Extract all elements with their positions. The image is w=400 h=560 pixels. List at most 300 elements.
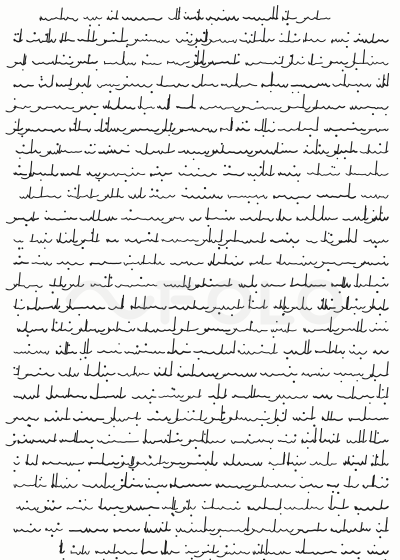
ink-stroke: [88, 76, 89, 86]
ink-stroke: [248, 518, 249, 531]
diacritic-dot: [168, 99, 170, 101]
diacritic-dot: [386, 478, 388, 480]
ink-stroke: [206, 17, 238, 20]
ink-stroke: [261, 373, 297, 376]
diacritic-dot: [45, 34, 47, 36]
diacritic-dot: [341, 544, 343, 546]
ink-stroke: [363, 50, 364, 64]
ink-stroke: [184, 275, 185, 286]
ink-stroke: [129, 195, 146, 198]
ink-stroke: [265, 119, 266, 131]
ink-stroke: [260, 211, 261, 220]
diacritic-dot: [56, 143, 58, 145]
diacritic-dot: [283, 402, 285, 404]
diacritic-dot: [372, 113, 374, 115]
ink-stroke: [142, 62, 161, 65]
diacritic-dot: [207, 225, 209, 227]
ink-stroke: [116, 11, 117, 19]
diacritic-dot: [308, 492, 309, 493]
diacritic-dot: [355, 68, 357, 70]
ink-stroke: [14, 284, 42, 288]
diacritic-dot: [94, 144, 96, 146]
manuscript-line: [6, 428, 388, 449]
diacritic-dot: [46, 211, 48, 213]
ink-stroke: [342, 551, 360, 554]
diacritic-dot: [59, 545, 61, 547]
diacritic-dot: [52, 291, 54, 293]
ink-stroke: [337, 434, 338, 442]
ink-stroke: [383, 300, 384, 309]
ink-stroke: [140, 188, 141, 197]
ink-stroke: [288, 31, 289, 41]
ink-stroke: [238, 351, 277, 354]
ink-stroke: [38, 385, 39, 397]
ink-stroke: [279, 173, 301, 176]
ink-stroke: [74, 433, 75, 442]
ink-stroke: [316, 100, 317, 108]
ink-stroke: [307, 173, 339, 176]
ink-stroke: [173, 497, 174, 508]
diacritic-dot: [254, 179, 256, 181]
ink-stroke: [313, 106, 345, 109]
diacritic-dot: [171, 388, 173, 390]
diacritic-dot: [211, 23, 212, 24]
diacritic-dot: [256, 101, 258, 103]
diacritic-dot: [131, 268, 133, 270]
diacritic-dot: [352, 122, 354, 124]
diacritic-dot: [261, 424, 263, 426]
ink-stroke: [101, 119, 102, 130]
ink-stroke: [235, 230, 236, 241]
ink-stroke: [331, 496, 332, 509]
ink-stroke: [146, 144, 147, 153]
ink-stroke: [131, 306, 166, 309]
ink-stroke: [184, 17, 203, 20]
manuscript-line: [6, 273, 388, 294]
diacritic-dot: [79, 500, 81, 502]
ink-stroke: [90, 262, 121, 265]
diacritic-dot: [78, 314, 80, 316]
ink-stroke: [159, 395, 183, 397]
diacritic-dot: [110, 277, 112, 279]
manuscript-line: [14, 161, 388, 182]
ink-stroke: [284, 297, 285, 308]
diacritic-dot: [81, 411, 83, 413]
ink-stroke: [168, 62, 190, 65]
ink-stroke: [300, 484, 323, 487]
ink-stroke: [328, 484, 339, 487]
ink-stroke: [45, 218, 77, 220]
ink-stroke: [274, 519, 275, 530]
ink-stroke: [14, 262, 28, 264]
diacritic-dot: [156, 166, 158, 168]
ink-stroke: [76, 431, 77, 442]
diacritic-dot: [44, 247, 45, 248]
diacritic-dot: [331, 299, 333, 301]
diacritic-dot: [313, 424, 315, 426]
ink-stroke: [297, 217, 337, 220]
ink-stroke: [17, 507, 38, 510]
ink-stroke: [282, 56, 283, 63]
ink-stroke: [92, 229, 93, 242]
ink-stroke: [30, 240, 52, 243]
ink-stroke: [26, 322, 27, 331]
diacritic-dot: [17, 456, 19, 458]
diacritic-dot: [96, 69, 98, 71]
ink-stroke: [66, 408, 67, 420]
diacritic-dot: [175, 535, 177, 537]
ink-stroke: [135, 297, 136, 308]
ink-stroke: [14, 173, 26, 175]
diacritic-dot: [385, 321, 386, 322]
diacritic-dot: [140, 277, 142, 279]
ink-stroke: [316, 140, 317, 153]
ink-stroke: [148, 418, 171, 421]
ink-stroke: [123, 17, 162, 20]
diacritic-dot: [82, 247, 84, 249]
diacritic-dot: [303, 256, 305, 258]
diacritic-dot: [263, 135, 265, 137]
ink-stroke: [104, 173, 145, 176]
ink-stroke: [135, 39, 169, 42]
diacritic-dot: [293, 381, 295, 383]
diacritic-dot: [384, 79, 386, 81]
ink-stroke: [284, 507, 323, 509]
ink-stroke: [339, 240, 356, 242]
ink-stroke: [118, 98, 119, 108]
diacritic-dot: [381, 212, 383, 214]
ink-stroke: [214, 306, 244, 309]
ink-stroke: [36, 475, 37, 486]
diacritic-dot: [40, 179, 41, 180]
diacritic-dot: [178, 11, 180, 13]
ink-stroke: [370, 329, 388, 331]
ink-stroke: [317, 117, 318, 130]
diacritic-dot: [104, 365, 106, 367]
ink-stroke: [19, 273, 20, 286]
ink-stroke: [43, 462, 84, 465]
ink-stroke: [80, 351, 91, 354]
ink-stroke: [125, 240, 158, 243]
diacritic-dot: [68, 344, 70, 346]
ink-stroke: [186, 551, 199, 553]
diacritic-dot: [132, 469, 134, 471]
ink-stroke: [302, 440, 316, 443]
diacritic-dot: [379, 536, 381, 538]
ink-stroke: [291, 84, 329, 87]
ink-stroke: [218, 384, 219, 397]
diacritic-dot: [333, 434, 335, 436]
ink-stroke: [14, 240, 23, 242]
manuscript-line: [13, 361, 388, 383]
diacritic-dot: [289, 366, 291, 368]
diacritic-dot: [98, 24, 100, 26]
ink-stroke: [67, 507, 92, 510]
ink-stroke: [353, 387, 354, 398]
diacritic-dot: [172, 514, 174, 516]
ink-stroke: [344, 462, 366, 465]
ink-stroke: [15, 299, 16, 308]
ink-stroke: [387, 388, 388, 398]
diacritic-dot: [185, 12, 186, 13]
ink-stroke: [181, 329, 198, 331]
ink-stroke: [87, 339, 88, 353]
ink-stroke: [374, 351, 389, 354]
diacritic-dot: [149, 514, 151, 516]
ink-stroke: [179, 151, 209, 154]
diacritic-dot: [176, 433, 178, 435]
ink-stroke: [331, 529, 370, 533]
diacritic-dot: [377, 432, 379, 434]
ink-stroke: [194, 351, 234, 354]
ink-stroke: [67, 306, 105, 309]
diacritic-dot: [47, 500, 49, 502]
diacritic-dot: [252, 300, 254, 302]
ink-stroke: [357, 322, 358, 331]
diacritic-dot: [82, 92, 83, 93]
manuscript-line: [14, 384, 388, 405]
diacritic-dot: [173, 388, 175, 390]
diacritic-dot: [191, 558, 193, 560]
diacritic-dot: [282, 143, 284, 145]
diacritic-dot: [121, 479, 123, 481]
manuscript-line: [13, 450, 388, 472]
diacritic-dot: [297, 202, 299, 204]
ink-stroke: [387, 74, 388, 86]
diacritic-dot: [357, 513, 359, 515]
ink-stroke: [342, 306, 365, 309]
diacritic-dot: [126, 45, 128, 47]
ink-stroke: [25, 56, 26, 64]
manuscript-line: [14, 72, 389, 93]
ink-stroke: [170, 430, 171, 442]
ink-stroke: [160, 456, 161, 464]
ink-stroke: [57, 299, 58, 309]
diacritic-dot: [223, 10, 225, 12]
diacritic-dot: [74, 123, 76, 125]
diacritic-dot: [132, 168, 134, 170]
ink-stroke: [120, 388, 121, 398]
ink-stroke: [343, 499, 344, 508]
ink-stroke: [350, 107, 388, 110]
ink-stroke: [284, 351, 311, 355]
diacritic-dot: [136, 424, 138, 426]
diacritic-dot: [14, 98, 16, 100]
diacritic-dot: [286, 23, 288, 25]
ink-stroke: [309, 62, 323, 65]
diacritic-dot: [193, 410, 195, 412]
diacritic-dot: [352, 455, 354, 457]
diacritic-dot: [22, 247, 24, 249]
ink-stroke: [61, 8, 62, 19]
ink-stroke: [354, 53, 355, 63]
ink-stroke: [330, 317, 331, 330]
ink-stroke: [190, 218, 201, 221]
diacritic-dot: [233, 543, 235, 545]
diacritic-dot: [180, 366, 182, 368]
ink-stroke: [280, 255, 281, 264]
ink-stroke: [312, 407, 313, 420]
ink-stroke: [91, 189, 92, 197]
ink-stroke: [38, 106, 73, 109]
ink-stroke: [305, 341, 306, 353]
ink-stroke: [57, 262, 83, 265]
manuscript-line: [16, 140, 388, 161]
ink-stroke: [188, 500, 189, 509]
ink-stroke: [26, 129, 65, 132]
diacritic-dot: [144, 113, 146, 115]
ink-stroke: [329, 507, 349, 510]
diacritic-dot: [249, 299, 251, 301]
ink-stroke: [304, 329, 339, 333]
diacritic-dot: [286, 232, 288, 234]
diacritic-dot: [273, 336, 275, 338]
ink-stroke: [362, 195, 389, 198]
ink-stroke: [322, 206, 323, 219]
ink-stroke: [49, 29, 50, 42]
ink-stroke: [205, 517, 206, 531]
ink-stroke: [143, 440, 182, 444]
manuscript-line: [14, 339, 388, 360]
ink-stroke: [348, 228, 349, 241]
diacritic-dot: [303, 412, 305, 414]
diacritic-dot: [344, 157, 346, 159]
diacritic-dot: [331, 166, 333, 168]
ink-stroke: [263, 161, 264, 175]
ink-stroke: [28, 306, 60, 310]
ink-stroke: [346, 173, 388, 176]
ink-stroke: [279, 40, 300, 43]
diacritic-dot: [118, 343, 119, 344]
ink-stroke: [262, 284, 285, 287]
ink-stroke: [161, 76, 162, 86]
ink-stroke: [145, 522, 146, 531]
ink-stroke: [30, 173, 58, 176]
diacritic-dot: [27, 334, 29, 336]
diacritic-dot: [285, 11, 287, 13]
ink-stroke: [379, 384, 380, 397]
ink-stroke: [207, 208, 208, 219]
diacritic-dot: [356, 380, 357, 381]
ink-stroke: [192, 84, 218, 87]
diacritic-dot: [125, 180, 127, 182]
diacritic-dot: [186, 343, 188, 345]
diacritic-dot: [330, 234, 332, 236]
ink-stroke: [240, 218, 273, 221]
ink-stroke: [302, 373, 329, 376]
ink-stroke: [144, 296, 145, 308]
ink-stroke: [213, 545, 214, 553]
diacritic-dot: [237, 501, 239, 503]
ink-stroke: [332, 39, 349, 42]
diacritic-dot: [98, 180, 100, 182]
diacritic-dot: [282, 412, 284, 414]
ink-stroke: [218, 529, 249, 532]
diacritic-dot: [21, 135, 23, 137]
ink-stroke: [109, 274, 110, 286]
ink-stroke: [253, 485, 295, 488]
ink-stroke: [97, 384, 98, 398]
ink-stroke: [45, 507, 61, 510]
ink-stroke: [325, 128, 366, 130]
diacritic-dot: [223, 412, 225, 414]
diacritic-dot: [292, 92, 293, 93]
diacritic-dot: [57, 523, 59, 525]
ink-stroke: [14, 85, 33, 87]
ink-stroke: [209, 228, 210, 241]
ink-stroke: [277, 6, 278, 20]
ink-stroke: [349, 476, 350, 486]
ink-stroke: [14, 218, 38, 221]
ink-stroke: [277, 395, 308, 398]
ink-stroke: [107, 240, 118, 242]
diacritic-dot: [337, 492, 339, 494]
diacritic-dot: [301, 477, 302, 478]
manuscript-line: [7, 50, 388, 72]
ink-stroke: [47, 395, 87, 399]
ink-stroke: [239, 285, 256, 287]
ink-stroke: [285, 410, 286, 420]
ink-stroke: [224, 173, 244, 176]
ink-stroke: [314, 395, 332, 398]
diacritic-dot: [339, 291, 341, 293]
ink-stroke: [262, 233, 263, 242]
ink-stroke: [365, 455, 366, 464]
ink-stroke: [213, 151, 252, 154]
diacritic-dot: [67, 268, 69, 270]
manuscript-line: [20, 183, 388, 204]
diacritic-dot: [243, 344, 245, 346]
ink-stroke: [363, 484, 388, 488]
diacritic-dot: [204, 433, 206, 435]
diacritic-dot: [374, 379, 376, 381]
diacritic-dot: [358, 557, 360, 559]
ink-stroke: [68, 195, 99, 198]
ink-stroke: [81, 106, 98, 109]
diacritic-dot: [309, 135, 311, 137]
ink-stroke: [373, 34, 374, 41]
diacritic-dot: [114, 514, 116, 516]
diacritic-dot: [105, 122, 107, 124]
diacritic-dot: [334, 167, 336, 169]
ink-stroke: [70, 529, 108, 532]
ink-stroke: [36, 298, 37, 309]
diacritic-dot: [261, 345, 263, 347]
ink-stroke: [95, 129, 126, 132]
diacritic-dot: [80, 359, 82, 361]
diacritic-dot: [285, 434, 287, 436]
ink-stroke: [178, 373, 218, 376]
manuscript-line: [17, 496, 388, 517]
diacritic-dot: [221, 143, 223, 145]
diacritic-dot: [35, 291, 37, 293]
ink-stroke: [82, 546, 83, 553]
diacritic-dot: [347, 32, 349, 34]
diacritic-dot: [22, 69, 23, 70]
ink-stroke: [57, 84, 72, 86]
ink-stroke: [299, 122, 300, 131]
diacritic-dot: [104, 276, 106, 278]
ink-stroke: [291, 284, 326, 287]
diacritic-dot: [283, 313, 285, 315]
diacritic-dot: [111, 11, 112, 12]
ink-stroke: [114, 544, 115, 553]
diacritic-dot: [109, 145, 111, 147]
ink-stroke: [203, 50, 204, 63]
manuscript-line: [6, 406, 388, 427]
ink-stroke: [168, 351, 190, 354]
diacritic-dot: [270, 448, 272, 450]
